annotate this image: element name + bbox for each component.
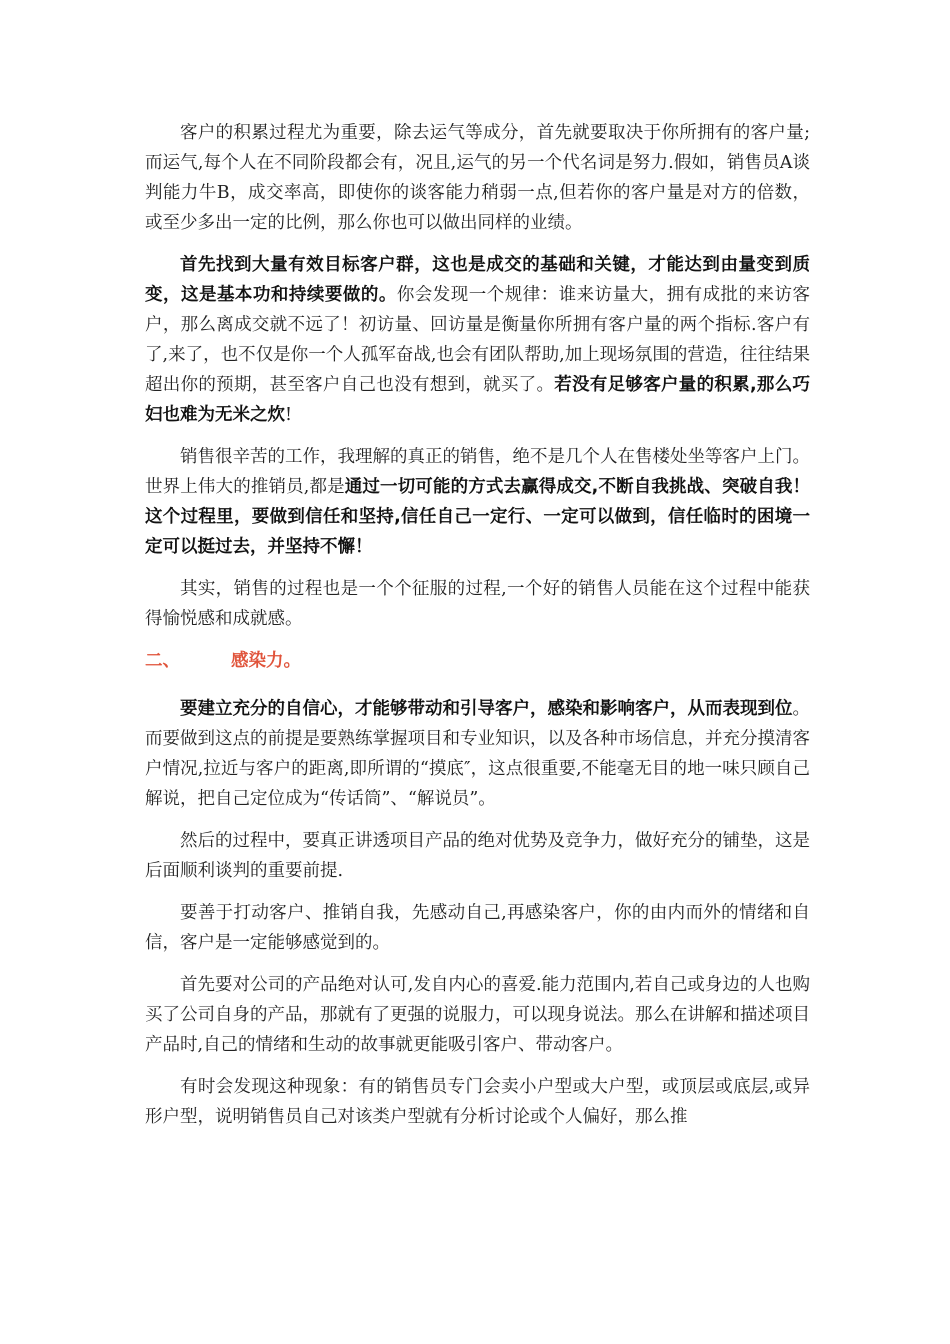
paragraph-text: 客户的积累过程尤为重要，除去运气等成分，首先就要取决于你所拥有的客户量;而运气,每个人在不同阶段都会有，况且,运气的另一个代名词是努力.假如，销售员A谈判能力牛B，成交率高，即使你的谈客能力稍弱一点,但若你的客户量是对方的倍数，或至少多出一定的比例，那么你也可以做出同样的业绩。 bbox=[145, 123, 810, 233]
paragraph-product-recognition bbox=[145, 970, 810, 1060]
paragraph-conquest bbox=[145, 574, 810, 634]
section-title: 感染力。 bbox=[231, 651, 301, 671]
paragraph-text: 首先要对公司的产品绝对认可,发自内心的喜爱.能力范围内,若自己或身边的人也购买了公司自身的产品，那就有了更强的说服力，可以现身说法。那么在讲解和描述项目产品时,自己的情绪和生动的故事就更能吸引客户、带动客户。 bbox=[145, 975, 810, 1055]
emphasis-text: 首先找到大量有效目标客户群，这也是成交的基础和关键，才能达到由量变到质变，这是基本功和持续要做的。 bbox=[145, 255, 810, 305]
paragraph-text: 有时会发现这种现象：有的销售员专门会卖小户型或大户型，或顶层或底层,或异形户型，说明销售员自己对该类户型就有分析讨论或个人偏好，那么推 bbox=[145, 1077, 810, 1127]
paragraph-text: 销售很辛苦的工作，我理解的真正的销售，绝不是几个人在售楼处坐等客户上门。世界上伟大的推销员,都是 bbox=[145, 447, 810, 497]
paragraph-customer-accumulation bbox=[145, 118, 810, 238]
section-number: 二、 bbox=[145, 651, 180, 671]
emphasis-text: 要建立充分的自信心，才能够带动和引导客户，感染和影响客户，从而表现到位 bbox=[180, 699, 793, 719]
paragraph-text: 然后的过程中，要真正讲透项目产品的绝对优势及竞争力，做好充分的铺垫，这是后面顺利谈判的重要前提. bbox=[145, 831, 810, 881]
paragraph-text: 。而要做到这点的前提是要熟练掌握项目和专业知识，以及各种市场信息，并充分摸清客户情况,拉近与客户的距离,即所谓的“摸底″，这点很重要,不能毫无目的地一味只顾自己解说，把自己定位成为“传话筒”、“解说员”。 bbox=[145, 699, 810, 809]
emphasis-text: 若没有足够客户量的积累,那么巧妇也难为无米之炊 bbox=[145, 375, 811, 425]
paragraph-hard-work bbox=[145, 442, 810, 562]
paragraph-move-customers bbox=[145, 898, 810, 958]
paragraph-text: 你会发现一个规律：谁来访量大，拥有成批的来访客户，那么离成交就不远了！初访量、回访量是衡量你所拥有客户量的两个指标.客户有了,来了，也不仅是你一个人孤军奋战,也会有团队帮助,加上现场氛围的营造，往往结果超出你的预期，甚至客户自己也没有想到，就买了。 bbox=[145, 285, 811, 395]
paragraph-product-advantage bbox=[145, 826, 810, 886]
paragraph-confidence bbox=[145, 694, 810, 814]
document-page bbox=[145, 118, 810, 1144]
emphasis-text: 通过一切可能的方式去赢得成交,不断自我挑战、突破自我！这个过程里，要做到信任和坚持,信任自己一定行、一定可以做到，信任临时的困境一定可以挺过去，并坚持不懈！ bbox=[145, 477, 810, 557]
paragraph-text: 要善于打动客户、推销自我，先感动自己,再感染客户，你的由内而外的情绪和自信，客户是一定能够感觉到的。 bbox=[145, 903, 810, 953]
paragraph-target-customers bbox=[145, 250, 810, 430]
paragraph-unit-preference bbox=[145, 1072, 810, 1132]
paragraph-text: ! bbox=[285, 405, 293, 425]
section-heading bbox=[145, 646, 810, 676]
paragraph-text: 其实，销售的过程也是一个个征服的过程,一个好的销售人员能在这个过程中能获得愉悦感和成就感。 bbox=[145, 579, 810, 629]
